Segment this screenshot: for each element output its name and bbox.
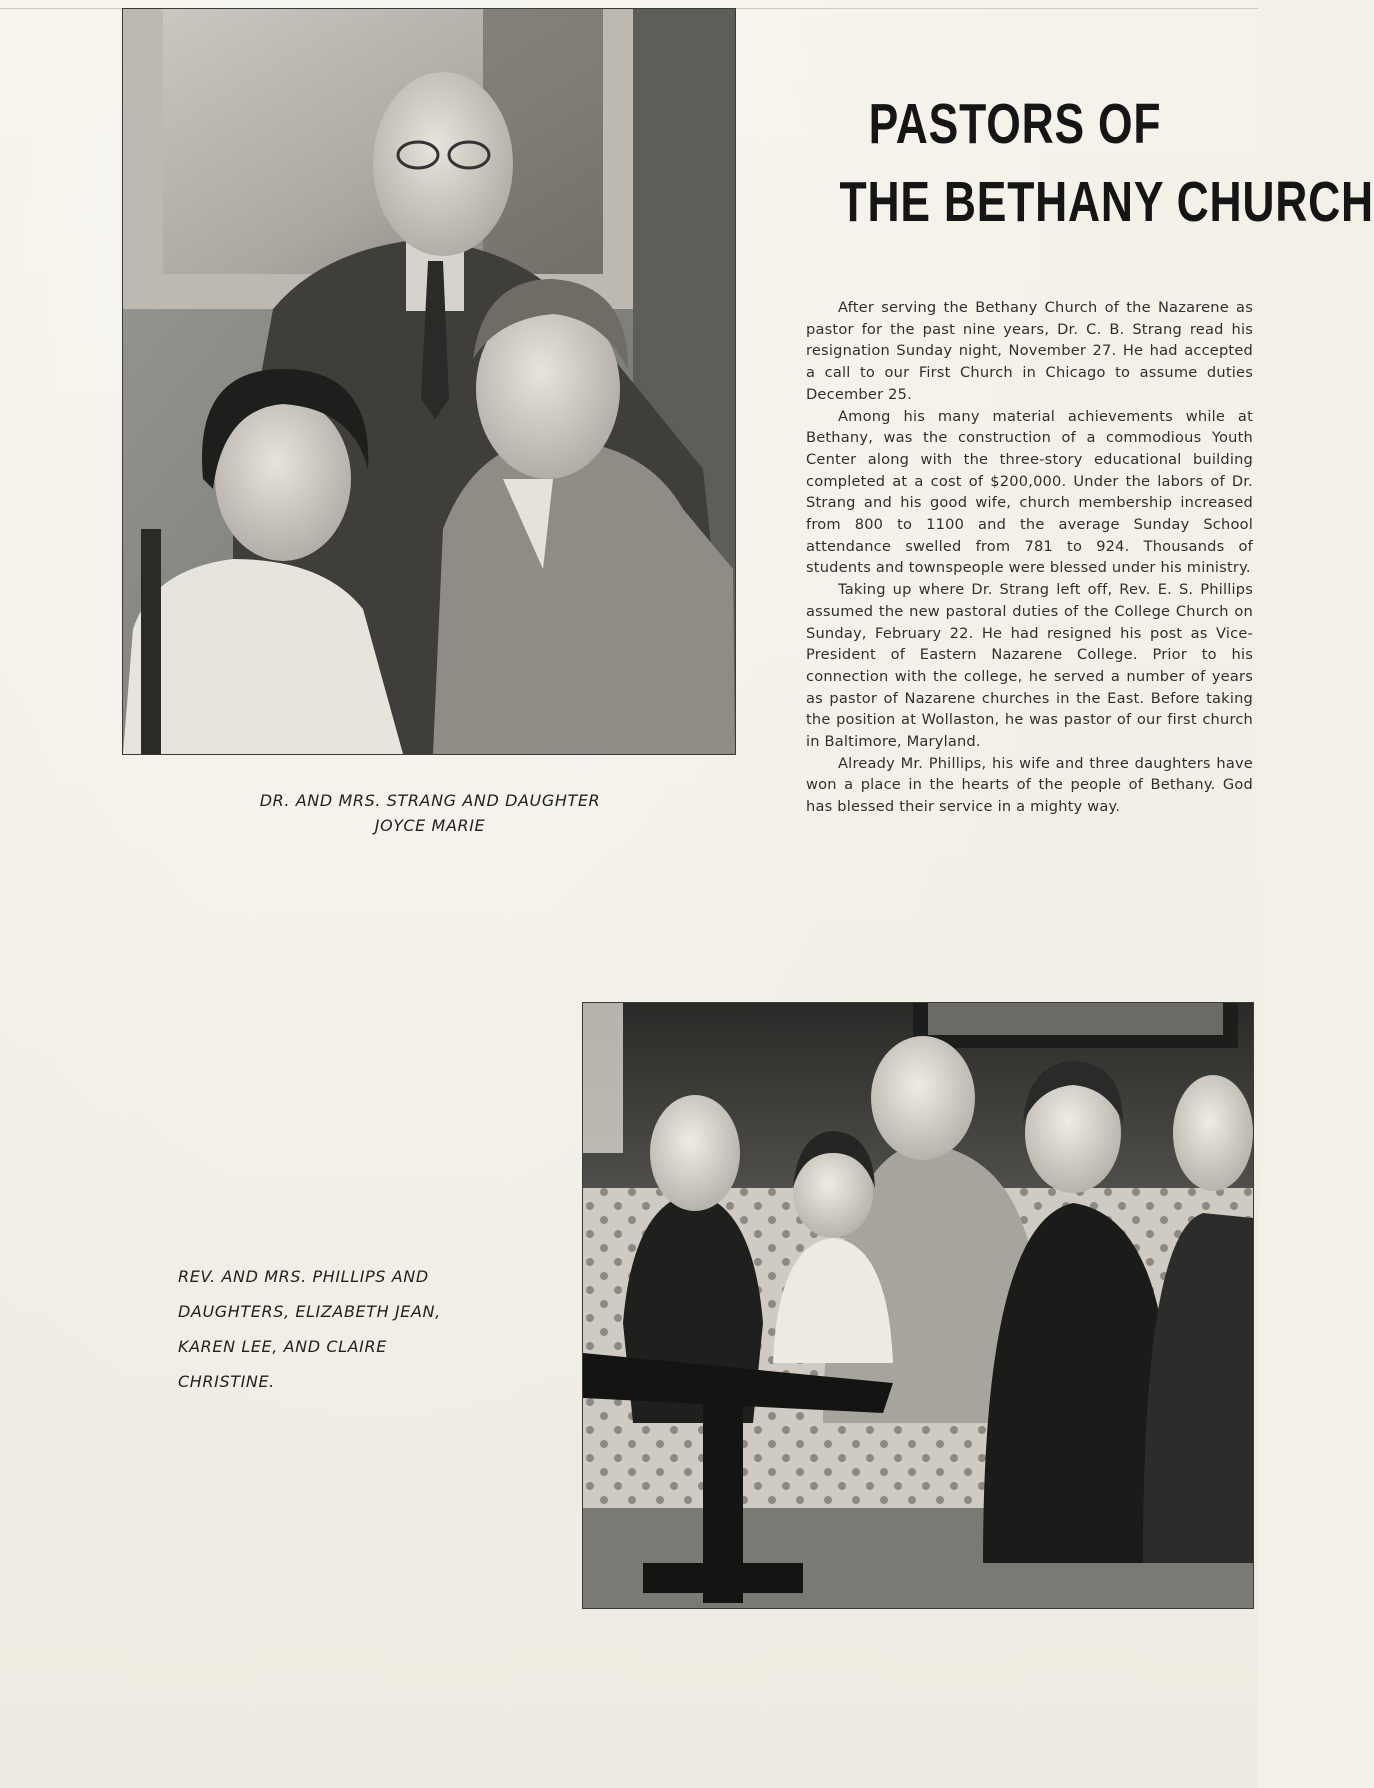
girl-right-face xyxy=(1173,1075,1253,1191)
caption-line: JOYCE MARIE xyxy=(374,816,486,835)
caption-line: KAREN LEE, AND CLAIRE xyxy=(178,1337,387,1356)
man-face xyxy=(871,1036,975,1160)
caption-line: REV. AND MRS. PHILLIPS AND xyxy=(178,1267,429,1286)
strang-photo-caption xyxy=(200,788,660,838)
strang-family-photo xyxy=(122,8,736,755)
chair-post xyxy=(141,529,161,754)
man-face xyxy=(373,72,513,256)
caption-line: DAUGHTERS, ELIZABETH JEAN, xyxy=(178,1302,441,1321)
phillips-family-photo xyxy=(582,1002,1254,1609)
article-body xyxy=(806,297,1253,818)
article-paragraph: Among his many material achievements while at Bethany, was the construction of a commodious Youth Center along with the three-story educational building completed at a cost of $200,000. Under the labors of Dr. Strang and his good wife, church membership increased from 800 to 1100 and the average Sunday School attendance swelled from 781 to 924. Thousands of students and townspeople were blessed under his ministry. xyxy=(806,407,1253,577)
caption-line: CHRISTINE. xyxy=(178,1372,275,1391)
phillips-photo-caption xyxy=(178,1259,498,1399)
article-paragraph: Already Mr. Phillips, his wife and three daughters have won a place in the hearts of the people of Bethany. God has blessed their service in a mighty way. xyxy=(806,754,1253,816)
article-paragraph: After serving the Bethany Church of the Nazarene as pastor for the past nine years, Dr. C. B. Strang read his resignation Sunday night, November 27. He had accepted a call to our First Church in Chicago to assume duties December 25. xyxy=(806,299,1253,403)
article-paragraph: Taking up where Dr. Strang left off, Rev. E. S. Phillips assumed the new pastoral duties of the College Church on Sunday, February 22. He had resigned his post as Vice-President of Eastern Nazarene College. Prior to his connection with the college, he served a number of years as pastor of Nazarene churches in the East. Before taking the position at Wollaston, he was pastor of our first church in Baltimore, Maryland. xyxy=(806,581,1253,751)
girl-left-face xyxy=(650,1095,740,1211)
page-title xyxy=(839,85,1374,241)
lamp-light xyxy=(583,1003,623,1153)
title-line-2: THE BETHANY CHURCH xyxy=(839,170,1374,234)
title-line-1: PASTORS OF xyxy=(868,92,1162,156)
caption-line: DR. AND MRS. STRANG AND DAUGHTER xyxy=(259,791,601,810)
